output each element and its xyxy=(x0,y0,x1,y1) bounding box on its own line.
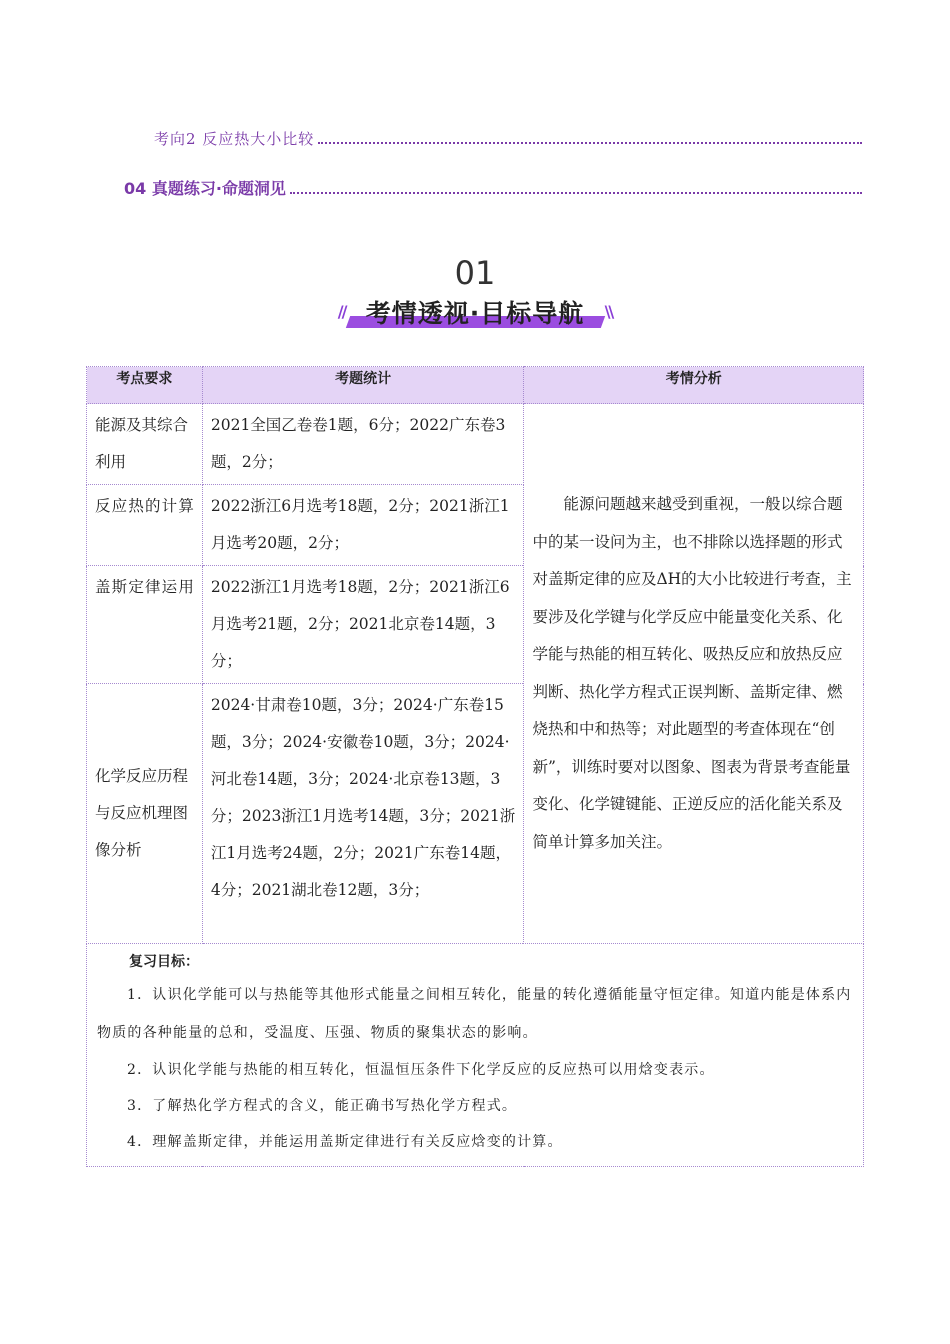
toc-entry-label: 04 真题练习·命题洞见 xyxy=(124,179,286,198)
header-cell: 考点要求 xyxy=(87,367,203,404)
stats-cell: 2022浙江6月选考18题，2分；2021浙江1月选考20题，2分； xyxy=(202,485,524,566)
exam-analysis-table xyxy=(86,366,864,1167)
toc-leader-dots xyxy=(290,191,862,194)
toc-entry[interactable] xyxy=(124,176,862,199)
right-slash-decoration: \\ xyxy=(604,302,613,321)
analysis-cell: 能源问题越来越受到重视，一般以综合题中的某一设问为主，也不排除以选择题的形式对盖斯定律的应及ΔH的大小比较进行考查，主要涉及化学键与化学反应中能量变化关系、化学能与热能的相互转化、吸热反应和放热反应判断、热化学方程式正误判断、盖斯定律、燃烧热和中和热等；对此题型的考查体现在“创新”，训练时要对以图象、图表为背景考查能量变化、化学键键能、正逆反应的活化能关系及简单计算多加关注。 xyxy=(524,404,864,944)
toc-entry-label: 考向2 反应热大小比较 xyxy=(154,130,315,148)
table-row xyxy=(87,404,864,485)
review-goals xyxy=(87,944,864,1167)
toc-leader-dots xyxy=(318,141,862,144)
stats-cell: 2022浙江1月选考18题，2分；2021浙江6月选考21题，2分；2021北京卷14题，3分； xyxy=(202,566,524,684)
section-heading xyxy=(0,254,950,330)
point-cell: 反应热的计算 xyxy=(87,485,203,566)
stats-cell: 2021全国乙卷卷1题，6分；2022广东卷3题，2分； xyxy=(202,404,524,485)
goals-title: 复习目标： xyxy=(129,954,199,970)
goal-item: 3．了解热化学方程式的含义，能正确书写热化学方程式。 xyxy=(127,1098,518,1114)
goals-row xyxy=(87,944,864,1167)
goal-item: 2．认识化学能与热能的相互转化，恒温恒压条件下化学反应的反应热可以用焓变表示。 xyxy=(127,1062,715,1078)
left-slash-decoration: // xyxy=(337,302,346,321)
point-cell: 盖斯定律运用 xyxy=(87,566,203,684)
section-title-box xyxy=(337,294,613,330)
section-title: 考情透视·目标导航 xyxy=(365,299,585,328)
point-cell: 能源及其综合利用 xyxy=(87,404,203,485)
toc-entry[interactable] xyxy=(154,128,862,149)
header-cell: 考题统计 xyxy=(202,367,524,404)
point-cell: 化学反应历程与反应机理图像分析 xyxy=(87,684,203,944)
goal-item: 1．认识化学能可以与热能等其他形式能量之间相互转化，能量的转化遵循能量守恒定律。知道内能是体系内物质的各种能量的总和，受温度、压强、物质的聚集状态的影响。 xyxy=(97,987,852,1041)
goal-item: 4．理解盖斯定律，并能运用盖斯定律进行有关反应焓变的计算。 xyxy=(127,1134,563,1150)
table-header-row xyxy=(87,367,864,404)
header-cell: 考情分析 xyxy=(524,367,864,404)
stats-cell: 2024·甘肃卷10题，3分；2024·广东卷15题，3分；2024·安徽卷10题，3分；2024·河北卷14题，3分；2024·北京卷13题，3分；2023浙江1月选考14题，3分；2021浙江1月选考24题，2分；2021广东卷14题，4分；2021湖北卷12题，3分； xyxy=(202,684,524,944)
section-number: 01 xyxy=(455,254,496,292)
